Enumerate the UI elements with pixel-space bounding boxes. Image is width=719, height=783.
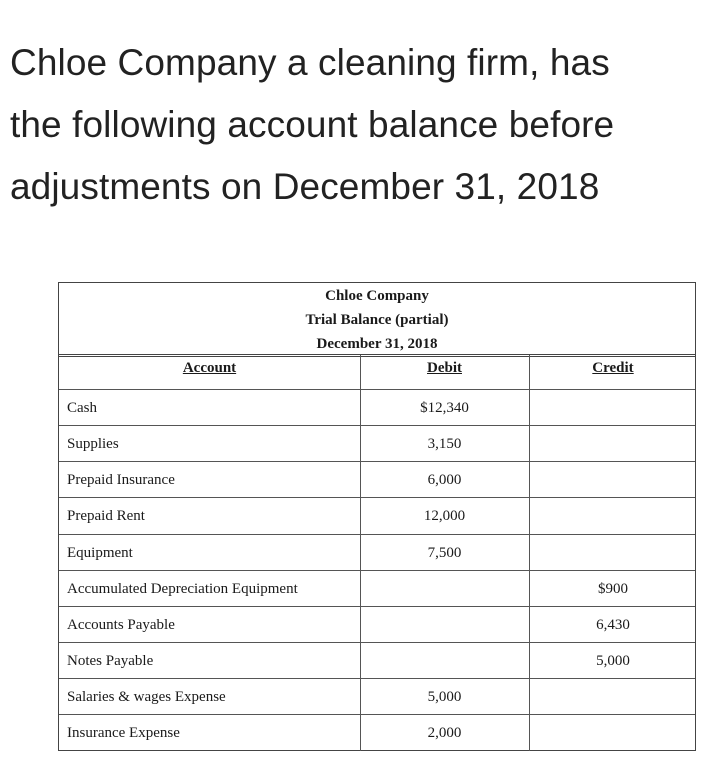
- account-cell: Notes Payable: [67, 653, 154, 669]
- table-row: [59, 571, 695, 607]
- credit-cell: [529, 390, 697, 426]
- trial-balance-table: [58, 282, 696, 751]
- debit-cell: [360, 607, 529, 643]
- report-title: Trial Balance (partial): [305, 312, 449, 328]
- credit-cell: [529, 462, 697, 498]
- table-row: [59, 643, 695, 679]
- credit-cell: [529, 426, 697, 462]
- debit-cell: [360, 571, 529, 607]
- question-line: the following account balance before: [10, 104, 615, 145]
- question-line: Chloe Company a cleaning firm, has: [10, 42, 610, 83]
- table-row: [59, 498, 695, 534]
- column-header-account: Account: [182, 360, 237, 376]
- account-cell: Equipment: [67, 545, 133, 561]
- table-row: [59, 390, 695, 426]
- account-cell: Accumulated Depreciation Equipment: [67, 581, 298, 597]
- credit-cell: 5,000: [596, 653, 630, 669]
- account-cell: Prepaid Rent: [67, 508, 145, 524]
- table-row: [59, 426, 695, 462]
- account-cell: Accounts Payable: [67, 617, 175, 633]
- debit-cell: 12,000: [423, 508, 466, 524]
- account-cell: Salaries & wages Expense: [67, 689, 226, 705]
- credit-cell: $900: [598, 581, 628, 597]
- column-header-credit: Credit: [592, 360, 634, 376]
- credit-cell: [529, 535, 697, 571]
- table-row: [59, 607, 695, 643]
- credit-cell: [529, 498, 697, 534]
- debit-cell: $12,340: [420, 400, 469, 416]
- account-cell: Prepaid Insurance: [67, 472, 175, 488]
- table-row: [59, 679, 695, 715]
- table-row: [59, 462, 695, 498]
- report-date: December 31, 2018: [316, 336, 438, 352]
- table-heading: [59, 283, 695, 355]
- debit-cell: 6,000: [427, 472, 462, 488]
- debit-cell: 7,500: [427, 545, 462, 561]
- column-header-debit: Debit: [427, 360, 462, 376]
- credit-cell: [529, 679, 697, 715]
- account-cell: Supplies: [67, 436, 119, 452]
- debit-cell: 5,000: [427, 689, 462, 705]
- account-cell: Insurance Expense: [67, 725, 180, 741]
- question-line: adjustments on December 31, 2018: [10, 166, 600, 207]
- account-cell: Cash: [67, 400, 97, 416]
- credit-cell: [529, 715, 697, 751]
- table-row: [59, 715, 695, 751]
- debit-cell: [360, 643, 529, 679]
- table-row: [59, 535, 695, 571]
- debit-cell: 3,150: [427, 436, 462, 452]
- debit-cell: 2,000: [427, 725, 462, 741]
- company-name: Chloe Company: [325, 288, 429, 304]
- question-text: [10, 32, 710, 218]
- credit-cell: 6,430: [596, 617, 630, 633]
